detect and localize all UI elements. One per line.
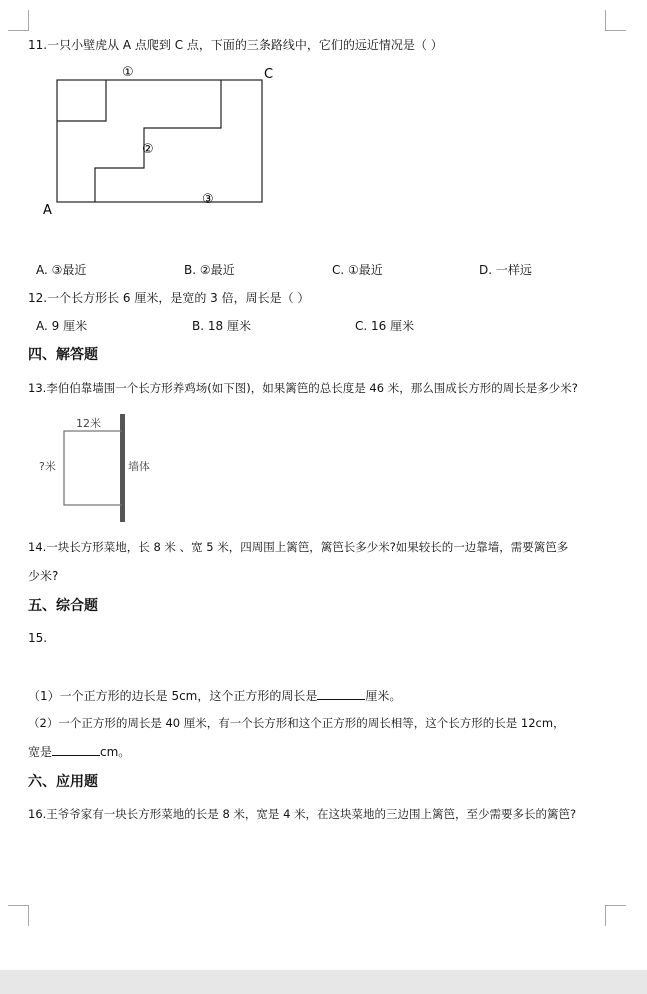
question-12-text: 12.一个长方形长 6 厘米，是宽的 3 倍，周长是（ ） (28, 291, 310, 305)
question-11-text: 11.一只小壁虎从 A 点爬到 C 点，下面的三条路线中，它们的远近情况是（ ） (28, 38, 443, 52)
fence-top-label: 12米 (76, 417, 101, 430)
q15-part1-blank[interactable] (317, 688, 365, 700)
fence-side-label: ?米 (39, 460, 56, 473)
q11-option-b[interactable]: B. ②最近 (184, 263, 235, 277)
label-c: C (264, 67, 274, 82)
q12-option-a[interactable]: A. 9 厘米 (36, 319, 88, 333)
corner-mark-top-right (605, 10, 626, 31)
question-11-route-figure (36, 60, 286, 220)
wall-label: 墙体 (128, 460, 150, 473)
q15-part2-text: 宽是 (28, 745, 53, 759)
q15-part1-text: （1）一个正方形的边长是 5cm，这个正方形的周长是 (28, 689, 318, 703)
q11-option-c[interactable]: C. ①最近 (332, 263, 383, 277)
route-2-path (95, 80, 221, 202)
section-4-heading: 四、解答题 (28, 347, 98, 363)
wall (120, 414, 125, 522)
q11-option-a[interactable]: A. ③最近 (36, 263, 87, 277)
q12-option-c[interactable]: C. 16 厘米 (355, 319, 415, 333)
fence-outline (64, 431, 122, 505)
q15-part1-unit: 厘米。 (365, 689, 402, 703)
question-14-line-2: 少米? (28, 569, 59, 583)
question-13-fence-figure (36, 410, 176, 525)
label-a: A (43, 203, 52, 218)
section-5-heading: 五、综合题 (28, 598, 98, 614)
route-1-path (57, 80, 106, 121)
corner-mark-bottom-right (605, 905, 626, 926)
page-gap-bar (0, 970, 647, 994)
route-1-label: ① (122, 65, 134, 80)
q12-option-b[interactable]: B. 18 厘米 (192, 319, 251, 333)
section-6-heading: 六、应用题 (28, 774, 98, 790)
route-2-label: ② (142, 142, 154, 157)
route-3-label: ③ (202, 192, 214, 207)
question-14-line-1: 14.一块长方形菜地，长 8 米 、宽 5 米，四周围上篱笆，篱笆长多少米?如果较长的一边靠墙，需要篱笆多 (28, 540, 569, 554)
question-15-part-2-line-2 (28, 743, 130, 760)
corner-mark-top-left (8, 10, 29, 31)
q11-option-d[interactable]: D. 一样远 (479, 263, 532, 277)
question-15-number: 15. (28, 631, 48, 645)
question-15-part-1 (28, 687, 401, 704)
question-13-text: 13.李伯伯靠墙围一个长方形养鸡场(如下图)，如果篱笆的总长度是 46 米，那么围成长方形的周长是多少米? (28, 381, 578, 395)
outer-rectangle (57, 80, 262, 202)
question-16-text: 16.王爷爷家有一块长方形菜地的长是 8 米，宽是 4 米，在这块菜地的三边围上篱笆，至少需要多长的篱笆? (28, 807, 577, 821)
q15-part2-blank[interactable] (52, 744, 100, 756)
corner-mark-bottom-left (8, 905, 29, 926)
question-15-part-2-line-1: （2）一个正方形的周长是 40 厘米，有一个长方形和这个正方形的周长相等，这个长方形的长是 12cm， (28, 716, 565, 730)
q15-part2-unit: cm。 (100, 745, 131, 759)
